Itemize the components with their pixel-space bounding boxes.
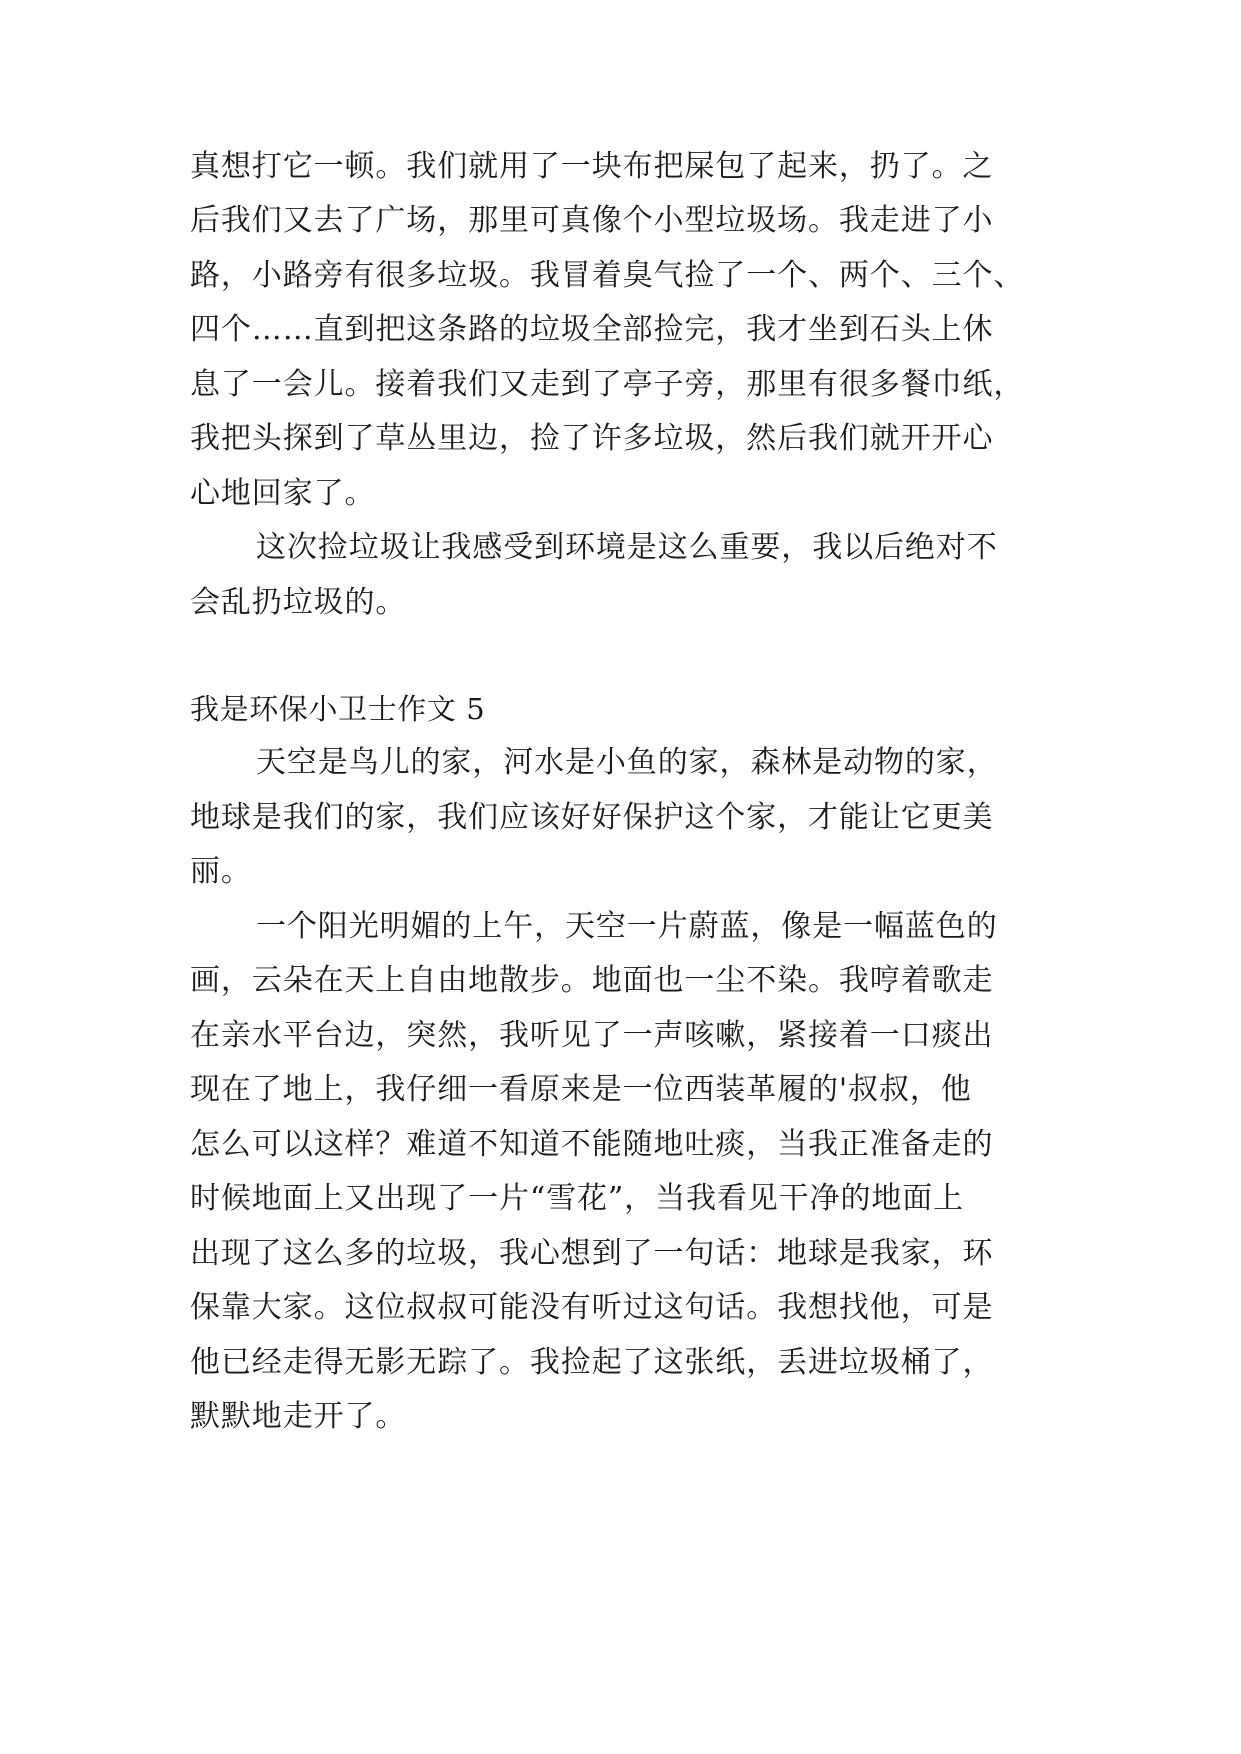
text-line: 时候地面上又出现了一片“雪花”，当我看见干净的地面上: [190, 1181, 965, 1216]
text-line: 会乱扔垃圾的。: [190, 585, 407, 620]
text-line: 他已经走得无影无踪了。我捡起了这张纸，丢进垃圾桶了，: [190, 1345, 994, 1380]
text-line: 息了一会儿。接着我们又走到了亭子旁，那里有很多餐巾纸，: [190, 367, 1025, 402]
text-line: 这次捡垃圾让我感受到环境是这么重要，我以后绝对不: [256, 530, 998, 565]
text-line: 怎么可以这样？难道不知道不能随地吐痰，当我正准备走的: [190, 1127, 994, 1162]
essay-heading: 我是环保小卫士作文 5: [190, 692, 486, 726]
text-line: 真想打它一顿。我们就用了一块布把屎包了起来，扔了。之: [190, 149, 994, 184]
text-line: 画，云朵在天上自由地散步。地面也一尘不染。我哼着歌走: [190, 963, 994, 998]
text-line: 心地回家了。: [190, 476, 376, 511]
text-line: 后我们又去了广场，那里可真像个小型垃圾场。我走进了小: [190, 203, 994, 238]
text-line: 一个阳光明媚的上午，天空一片蔚蓝，像是一幅蓝色的: [256, 909, 998, 944]
text-line: 出现了这么多的垃圾，我心想到了一句话：地球是我家，环: [190, 1236, 994, 1271]
text-line: 保靠大家。这位叔叔可能没有听过这句话。我想找他，可是: [190, 1290, 994, 1325]
text-line: 天空是鸟儿的家，河水是小鱼的家，森林是动物的家，: [256, 745, 998, 780]
text-line: 默默地走开了。: [190, 1399, 407, 1434]
text-line: 路，小路旁有很多垃圾。我冒着臭气捡了一个、两个、三个、: [190, 258, 1025, 293]
text-line: 四个……直到把这条路的垃圾全部捡完，我才坐到石头上休: [190, 312, 994, 347]
text-line: 我把头探到了草丛里边，捡了许多垃圾，然后我们就开开心: [190, 421, 994, 456]
text-line: 丽。: [190, 854, 252, 889]
text-line: 在亲水平台边，突然，我听见了一声咳嗽，紧接着一口痰出: [190, 1018, 994, 1053]
text-line: 地球是我们的家，我们应该好好保护这个家，才能让它更美: [190, 800, 994, 835]
text-line: 现在了地上，我仔细一看原来是一位西装革履的'叔叔，他: [190, 1072, 972, 1107]
